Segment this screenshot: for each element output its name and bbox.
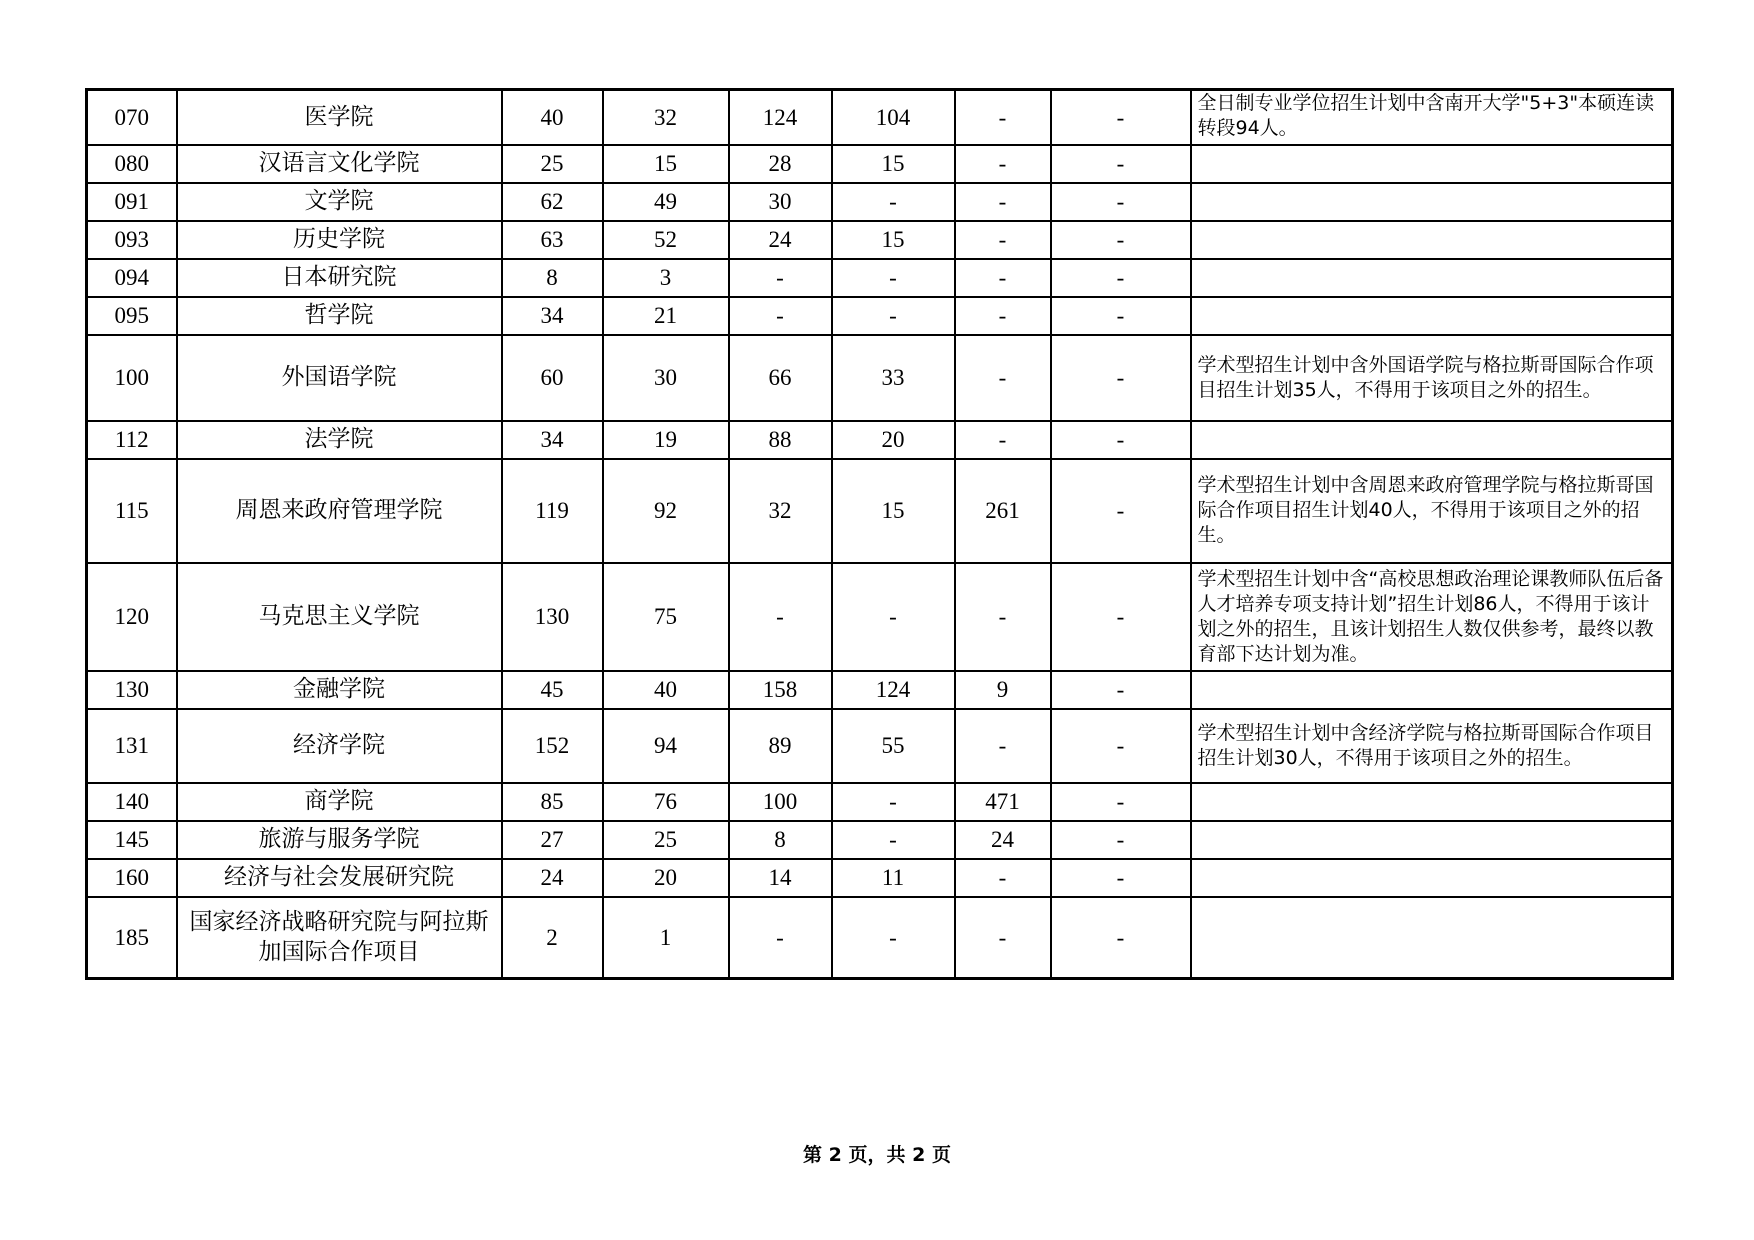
college-name-cell: 金融学院	[177, 671, 502, 709]
college-name-cell: 周恩来政府管理学院	[177, 459, 502, 563]
count-cell-2: 21	[603, 297, 729, 335]
count-cell-5: 9	[955, 671, 1051, 709]
table-row	[87, 90, 1673, 145]
table-row	[87, 297, 1673, 335]
page-footer: 第 2 页，共 2 页	[803, 1144, 951, 1166]
college-name-cell: 经济学院	[177, 709, 502, 783]
count-cell-2: 92	[603, 459, 729, 563]
count-cell-3: -	[729, 259, 832, 297]
table-row	[87, 421, 1673, 459]
count-cell-2: 40	[603, 671, 729, 709]
count-cell-4: -	[832, 783, 955, 821]
count-cell-4: -	[832, 563, 955, 671]
note-cell: 学术型招生计划中含经济学院与格拉斯哥国际合作项目招生计划30人，不得用于该项目之外的招生。	[1191, 709, 1673, 783]
count-cell-6: -	[1051, 709, 1191, 783]
count-cell-4: -	[832, 297, 955, 335]
note-cell	[1191, 221, 1673, 259]
count-cell-2: 30	[603, 335, 729, 421]
count-cell-3: 124	[729, 90, 832, 145]
count-cell-5: -	[955, 297, 1051, 335]
count-cell-5: -	[955, 897, 1051, 979]
college-name-cell: 哲学院	[177, 297, 502, 335]
count-cell-5: -	[955, 421, 1051, 459]
college-code-cell: 185	[87, 897, 177, 979]
count-cell-4: -	[832, 259, 955, 297]
college-name-cell: 历史学院	[177, 221, 502, 259]
count-cell-3: 158	[729, 671, 832, 709]
count-cell-3: -	[729, 897, 832, 979]
count-cell-1: 34	[502, 421, 603, 459]
enrollment-plan-table	[85, 88, 1674, 980]
table-row	[87, 671, 1673, 709]
count-cell-1: 45	[502, 671, 603, 709]
count-cell-3: 8	[729, 821, 832, 859]
count-cell-1: 24	[502, 859, 603, 897]
count-cell-1: 63	[502, 221, 603, 259]
note-cell	[1191, 897, 1673, 979]
count-cell-1: 119	[502, 459, 603, 563]
count-cell-1: 62	[502, 183, 603, 221]
count-cell-2: 52	[603, 221, 729, 259]
count-cell-4: 15	[832, 221, 955, 259]
college-name-cell: 经济与社会发展研究院	[177, 859, 502, 897]
count-cell-4: -	[832, 897, 955, 979]
count-cell-3: -	[729, 297, 832, 335]
count-cell-1: 2	[502, 897, 603, 979]
count-cell-2: 3	[603, 259, 729, 297]
count-cell-6: -	[1051, 421, 1191, 459]
table-row	[87, 145, 1673, 183]
count-cell-2: 19	[603, 421, 729, 459]
college-name-cell: 法学院	[177, 421, 502, 459]
count-cell-3: 66	[729, 335, 832, 421]
college-name-cell: 马克思主义学院	[177, 563, 502, 671]
count-cell-5: -	[955, 183, 1051, 221]
count-cell-4: -	[832, 821, 955, 859]
note-cell	[1191, 783, 1673, 821]
count-cell-3: 89	[729, 709, 832, 783]
table-row	[87, 709, 1673, 783]
note-cell	[1191, 821, 1673, 859]
count-cell-6: -	[1051, 297, 1191, 335]
count-cell-6: -	[1051, 821, 1191, 859]
count-cell-1: 27	[502, 821, 603, 859]
college-name-cell: 医学院	[177, 90, 502, 145]
college-name-cell: 旅游与服务学院	[177, 821, 502, 859]
count-cell-1: 25	[502, 145, 603, 183]
table-row	[87, 563, 1673, 671]
college-name-cell: 汉语言文化学院	[177, 145, 502, 183]
note-cell	[1191, 183, 1673, 221]
table-row	[87, 897, 1673, 979]
count-cell-4: 11	[832, 859, 955, 897]
college-name-cell: 外国语学院	[177, 335, 502, 421]
note-cell	[1191, 145, 1673, 183]
count-cell-6: -	[1051, 90, 1191, 145]
note-cell	[1191, 421, 1673, 459]
count-cell-6: -	[1051, 145, 1191, 183]
college-name-cell: 日本研究院	[177, 259, 502, 297]
count-cell-1: 85	[502, 783, 603, 821]
note-cell: 学术型招生计划中含周恩来政府管理学院与格拉斯哥国际合作项目招生计划40人，不得用于该项目之外的招生。	[1191, 459, 1673, 563]
count-cell-4: -	[832, 183, 955, 221]
note-cell	[1191, 671, 1673, 709]
college-name-cell: 商学院	[177, 783, 502, 821]
count-cell-2: 32	[603, 90, 729, 145]
note-cell: 学术型招生计划中含“高校思想政治理论课教师队伍后备人才培养专项支持计划”招生计划86人，不得用于该计划之外的招生，且该计划招生人数仅供参考，最终以教育部下达计划为准。	[1191, 563, 1673, 671]
college-code-cell: 140	[87, 783, 177, 821]
count-cell-5: -	[955, 859, 1051, 897]
note-cell	[1191, 297, 1673, 335]
table-row	[87, 821, 1673, 859]
count-cell-3: 28	[729, 145, 832, 183]
count-cell-1: 130	[502, 563, 603, 671]
count-cell-6: -	[1051, 459, 1191, 563]
count-cell-1: 40	[502, 90, 603, 145]
count-cell-5: -	[955, 563, 1051, 671]
college-code-cell: 091	[87, 183, 177, 221]
count-cell-2: 76	[603, 783, 729, 821]
count-cell-2: 94	[603, 709, 729, 783]
table-row	[87, 783, 1673, 821]
count-cell-4: 104	[832, 90, 955, 145]
count-cell-3: 100	[729, 783, 832, 821]
count-cell-4: 15	[832, 145, 955, 183]
count-cell-6: -	[1051, 859, 1191, 897]
count-cell-5: 471	[955, 783, 1051, 821]
college-name-cell: 文学院	[177, 183, 502, 221]
count-cell-5: -	[955, 221, 1051, 259]
note-cell: 全日制专业学位招生计划中含南开大学"5+3"本硕连读转段94人。	[1191, 90, 1673, 145]
table-row	[87, 459, 1673, 563]
count-cell-2: 1	[603, 897, 729, 979]
count-cell-3: 88	[729, 421, 832, 459]
count-cell-6: -	[1051, 183, 1191, 221]
count-cell-6: -	[1051, 335, 1191, 421]
college-code-cell: 120	[87, 563, 177, 671]
count-cell-2: 25	[603, 821, 729, 859]
count-cell-2: 49	[603, 183, 729, 221]
college-code-cell: 145	[87, 821, 177, 859]
note-cell	[1191, 859, 1673, 897]
college-code-cell: 130	[87, 671, 177, 709]
table-row	[87, 259, 1673, 297]
college-code-cell: 131	[87, 709, 177, 783]
count-cell-2: 75	[603, 563, 729, 671]
college-code-cell: 160	[87, 859, 177, 897]
college-name-cell: 国家经济战略研究院与阿拉斯加国际合作项目	[177, 897, 502, 979]
count-cell-3: 24	[729, 221, 832, 259]
count-cell-3: 14	[729, 859, 832, 897]
count-cell-5: -	[955, 90, 1051, 145]
count-cell-4: 33	[832, 335, 955, 421]
count-cell-6: -	[1051, 783, 1191, 821]
table-row	[87, 221, 1673, 259]
count-cell-6: -	[1051, 897, 1191, 979]
count-cell-3: 32	[729, 459, 832, 563]
table-row	[87, 335, 1673, 421]
count-cell-1: 152	[502, 709, 603, 783]
count-cell-4: 124	[832, 671, 955, 709]
count-cell-1: 34	[502, 297, 603, 335]
college-code-cell: 080	[87, 145, 177, 183]
count-cell-6: -	[1051, 563, 1191, 671]
count-cell-5: -	[955, 145, 1051, 183]
college-code-cell: 070	[87, 90, 177, 145]
count-cell-5: 24	[955, 821, 1051, 859]
count-cell-6: -	[1051, 221, 1191, 259]
count-cell-3: -	[729, 563, 832, 671]
count-cell-6: -	[1051, 671, 1191, 709]
count-cell-1: 8	[502, 259, 603, 297]
count-cell-4: 20	[832, 421, 955, 459]
college-code-cell: 093	[87, 221, 177, 259]
count-cell-3: 30	[729, 183, 832, 221]
college-code-cell: 112	[87, 421, 177, 459]
table-row	[87, 183, 1673, 221]
count-cell-5: -	[955, 709, 1051, 783]
count-cell-1: 60	[502, 335, 603, 421]
note-cell	[1191, 259, 1673, 297]
college-code-cell: 094	[87, 259, 177, 297]
college-code-cell: 100	[87, 335, 177, 421]
count-cell-5: -	[955, 259, 1051, 297]
note-cell: 学术型招生计划中含外国语学院与格拉斯哥国际合作项目招生计划35人，不得用于该项目之外的招生。	[1191, 335, 1673, 421]
college-code-cell: 115	[87, 459, 177, 563]
count-cell-2: 20	[603, 859, 729, 897]
count-cell-5: -	[955, 335, 1051, 421]
count-cell-4: 55	[832, 709, 955, 783]
table-row	[87, 859, 1673, 897]
count-cell-5: 261	[955, 459, 1051, 563]
count-cell-2: 15	[603, 145, 729, 183]
college-code-cell: 095	[87, 297, 177, 335]
count-cell-6: -	[1051, 259, 1191, 297]
count-cell-4: 15	[832, 459, 955, 563]
